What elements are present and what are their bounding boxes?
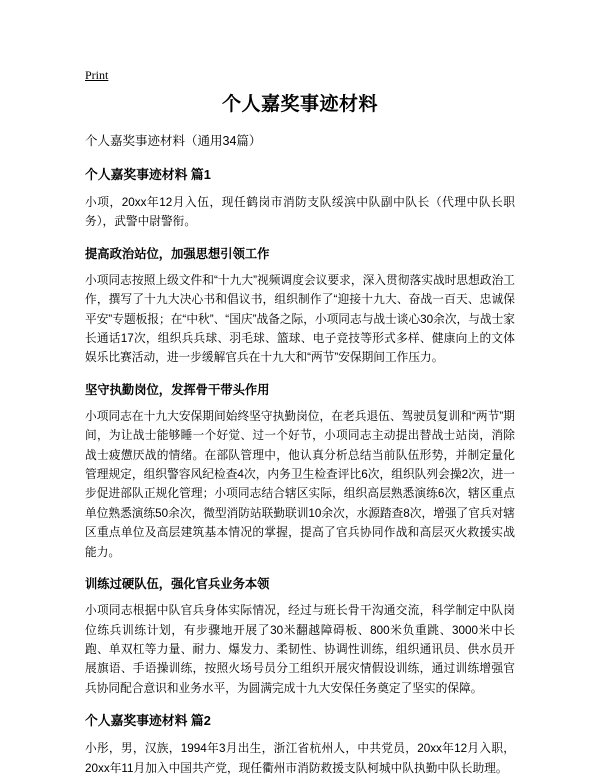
- subsection-paragraph: 小项同志按照上级文件和“十九大”视频调度会议要求，深入贯彻落实战时思想政治工作，撰写了十九大决心书和倡议书，组织制作了“迎接十九大、奋战一百天、忠诚保平安”专题板报；在“中秋”、“国庆”战备之际，小项同志与战士谈心30余次，与战士家长通话17次，组织兵兵球、羽毛球、篮球、电子竞技等形式多样、健康向上的文体娱乐比赛活动，进一步缓解官兵在十九大和“两节”安保期间工作压力。: [85, 273, 515, 365]
- subsection-paragraph: 小项同志在十九大安保期间始终坚守执勤岗位，在老兵退伍、驾驶员复训和“两节”期间，为让战士能够睡一个好觉、过一个好节，小项同志主动提出替战士站岗，消除战士疲憊厌战的情绪。在部队管理中，他认真分析总结当前队伍形势，并制定量化管理规定，组织警容风纪检查4次，内务卫生检查评比6次，组织队列会操2次，进一步促进部队正规化管理；小项同志结合辖区实际，组织高层熟悉演练6次，辖区重点单位熟悉演练50余次，微型消防站联勤联训10余次，水源踏查8次，增强了官兵对辖区重点单位及高层建筑基本情况的掌握，提高了官兵协同作战和高层灭火救援实战能力。: [85, 409, 515, 559]
- section-heading: 个人嘉奖事迹材料 篇1: [85, 167, 211, 182]
- subsection-heading: 训练过硬队伍，强化官兵业务本领: [85, 577, 270, 592]
- section-heading: 个人嘉奖事迹材料 篇2: [85, 713, 211, 729]
- document-section: [85, 166, 515, 698]
- subsection-heading: 提高政治站位，加强思想引领工作: [85, 246, 270, 261]
- print-link[interactable]: Print: [85, 68, 109, 82]
- subsection-heading: 坚守执勤岗位，发挥骨干带头作用: [85, 382, 270, 397]
- document-content: [85, 92, 515, 780]
- subsection-paragraph: 小项同志根据中队官兵身体实际情况，经过与班长骨干沟通交流，科学制定中队岗位练兵训练计划，有步骤地开展了30米翻越障碍板、800米负重跳、3000米中长跑、单双杠等力量、耐力、爆发力、柔韧性、协调性训练，组织通讯员、供水员开展旗语、手语操训练，按照火场号员分工组织开展灾情假设训练，通过训练增强官兵协同配合意识和业务水平，为圆满完成十九大安保任务奠定了坚实的保障。: [85, 604, 515, 695]
- page-title: 个人嘉奖事迹材料: [221, 94, 378, 115]
- document-section: [85, 712, 515, 778]
- section-paragraph: 小项，20xx年12月入伍，现任鹤岗市消防支队绥滨中队副中队长（代理中队长职务），武警中尉警衔。: [85, 196, 515, 229]
- document-subsection: [85, 575, 515, 698]
- document-subsection: [85, 381, 515, 562]
- document-subsection: [85, 245, 515, 368]
- section-paragraph: 小彤，男，汉族，1994年3月出生，浙江省杭州人，中共党员，20xx年12月入职，20xx年11月加入中国共产党，现任衢州市消防救援支队柯城中队执勤中队长助理。: [85, 742, 515, 775]
- document-subtitle: 个人嘉奖事迹材料（通用34篇）: [85, 134, 262, 148]
